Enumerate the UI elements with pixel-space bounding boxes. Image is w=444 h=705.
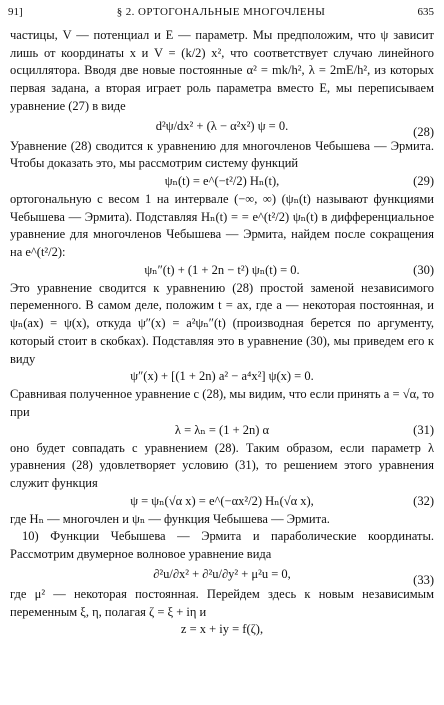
equation	[10, 493, 434, 511]
equation	[10, 621, 434, 639]
equation	[10, 173, 434, 191]
equation-formula: ψ″(x) + [(1 + 2n) a² − a⁴x²] ψ(x) = 0.	[130, 369, 314, 384]
equation	[10, 422, 434, 440]
equation-number: (32)	[413, 493, 434, 508]
equation-formula: λ = λₙ = (1 + 2n) α	[174, 422, 270, 437]
equation-number: (31)	[413, 422, 434, 437]
equation-number: (33)	[413, 572, 434, 587]
header-left: 91]	[8, 6, 23, 18]
paragraph: Уравнение (28) сводится к уравнению для многочленов Чебышева — Эрмита. Чтобы доказать это, мы рассмотрим систему функций	[10, 138, 434, 171]
page-body	[10, 27, 434, 639]
equation	[10, 262, 434, 280]
paragraph: Это уравнение сводится к уравнению (28) простой заменой независимого переменного. В самом деле, положим t = ax, где a — некоторая постоянная, и ψₙ(ax) = ψ(x), откуда ψ″(x) = a²ψₙ″(t) (производная берется по аргументу, который стоит в скобках). Подставляя это в уравнение (30), мы приведем его к виду	[10, 280, 434, 366]
page-number: 635	[417, 6, 434, 18]
paragraph: Сравнивая полученное уравнение с (28), мы видим, что если принять a = √α, то при	[10, 387, 434, 419]
paragraph: 10) Функции Чебышева — Эрмита и параболические координаты. Рассмотрим двумерное волновое уравнение вида	[10, 529, 434, 562]
paragraph: частицы, V — потенциал и E — параметр. Мы предположим, что ψ зависит лишь от координаты x и V = (k/2) x², что соответствует случаю линейного осциллятора. Вводя две новые постоянные α² = mk/h², λ = 2mE/h², из которых первая задана, а вторая играет роль параметра вместо E, мы переписываем уравнение (27) в виде	[10, 28, 434, 113]
paragraph: ортогональную с весом 1 на интервале (−∞, ∞) (ψₙ(t) называют функциями Чебышева — Эрмита). Подставляя Hₙ(t) = = e^(t²/2) ψₙ(t) в дифференциальное уравнение для многочленов Чебышева — Эрмита, найдем после сокращения на e^(t²/2):	[10, 191, 434, 260]
equation	[10, 564, 434, 586]
equation-formula: ∂²u/∂x² + ∂²u/∂y² + μ²u = 0,	[153, 566, 291, 581]
equation-number: (29)	[413, 173, 434, 188]
paragraph: где Hₙ — многочлен и ψₙ — функция Чебышева — Эрмита.	[10, 511, 330, 526]
paragraph: где μ² — некоторая постоянная. Перейдем здесь к новым независимым переменным ξ, η, полагая ζ = ξ + iη и	[10, 586, 434, 619]
header-section-title: § 2. ОРТОГОНАЛЬНЫЕ МНОГОЧЛЕНЫ	[116, 6, 326, 18]
equation-formula: ψ = ψₙ(√α x) = e^(−αx²/2) Hₙ(√α x),	[130, 493, 314, 508]
equation-formula: z = x + iy = f(ζ),	[180, 622, 264, 637]
equation-formula: d²ψ/dx² + (λ − α²x²) ψ = 0.	[155, 118, 289, 133]
equation-number: (30)	[413, 262, 434, 277]
equation	[10, 116, 434, 138]
running-header	[8, 4, 434, 20]
equation-formula: ψₙ″(t) + (1 + 2n − t²) ψₙ(t) = 0.	[144, 262, 300, 277]
equation	[10, 368, 434, 386]
paragraph: оно будет совпадать с уравнением (28). Таким образом, если параметр λ уравнения (28) удовлетворяет условию (31), то решением этого уравнения служит функция	[10, 440, 434, 491]
equation-number: (28)	[413, 124, 434, 139]
equation-formula: ψₙ(t) = e^(−t²/2) Hₙ(t),	[164, 173, 280, 188]
